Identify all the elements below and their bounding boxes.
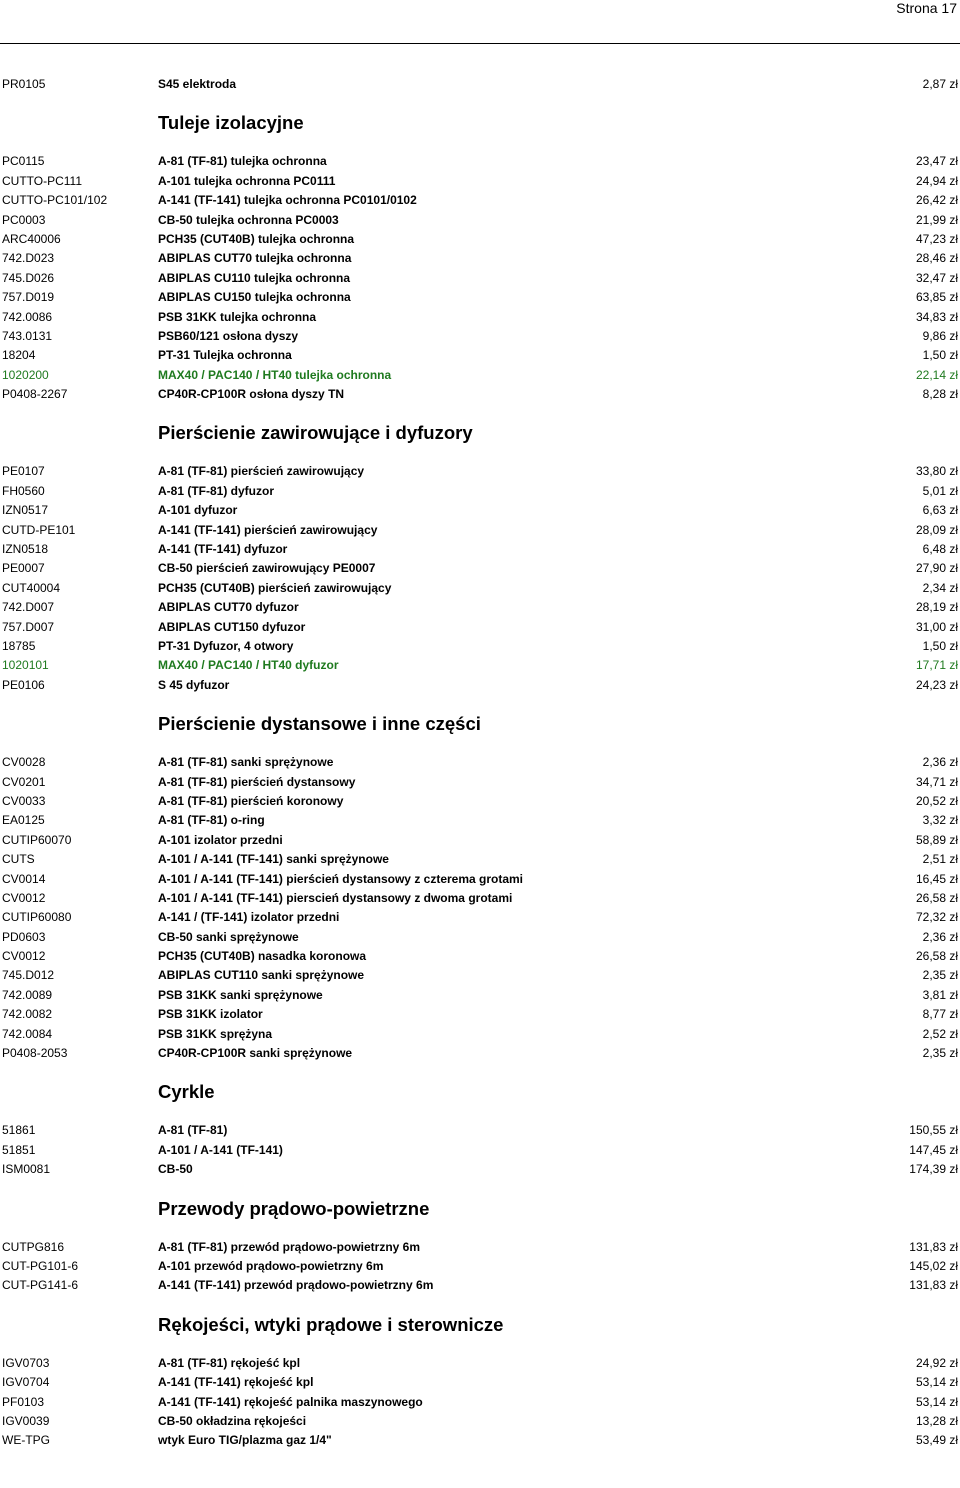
section-heading [0, 404, 960, 462]
item-price: 8,28 zł [922, 387, 958, 402]
page-header [0, 0, 960, 44]
item-name: A-141 (TF-141) rękojeść kpl [158, 1375, 314, 1390]
item-price: 3,32 zł [922, 813, 958, 828]
price-row [0, 889, 960, 908]
item-code: 742.0086 [2, 309, 53, 324]
item-code: PR0105 [2, 77, 46, 91]
item-price: 2,36 zł [922, 755, 958, 770]
item-price: 6,48 zł [922, 542, 958, 557]
item-price: 2,87 zł [922, 77, 958, 91]
item-code: ISM0081 [2, 1162, 51, 1177]
item-price: 27,90 zł [915, 561, 958, 576]
item-name: A-81 (TF-81) tulejka ochronna [158, 154, 327, 169]
price-row [0, 462, 960, 481]
item-code: 51861 [2, 1123, 36, 1138]
item-name: ABIPLAS CU110 tulejka ochronna [158, 270, 351, 285]
price-row [0, 191, 960, 210]
item-name: A-101 / A-141 (TF-141) [158, 1142, 283, 1157]
item-price: 5,01 zł [922, 483, 958, 498]
item-name: CP40R-CP100R sanki sprężynowe [158, 1046, 353, 1061]
item-name: PT-31 Tulejka ochronna [158, 348, 292, 363]
section-title: Pierścienie dystansowe i inne części [158, 713, 481, 735]
item-price: 23,47 zł [915, 154, 958, 169]
item-name: A-101 dyfuzor [158, 503, 238, 518]
item-code: CV0028 [2, 755, 46, 770]
item-price: 16,45 zł [915, 871, 958, 886]
item-price: 2,52 zł [922, 1026, 958, 1041]
item-code: PE0107 [2, 464, 45, 479]
item-name: A-81 (TF-81) [158, 1123, 228, 1138]
item-price: 150,55 zł [909, 1123, 958, 1138]
item-code: 18785 [2, 638, 36, 653]
item-code: CUTIP60070 [2, 832, 72, 847]
price-row [0, 637, 960, 656]
item-price: 147,45 zł [909, 1142, 958, 1157]
price-row [0, 269, 960, 288]
item-name: PCH35 (CUT40B) tulejka ochronna [158, 231, 355, 246]
item-price: 13,28 zł [915, 1413, 958, 1428]
item-name: ABIPLAS CU150 tulejka ochronna [158, 290, 351, 305]
item-code: ARC40006 [2, 231, 61, 246]
item-name: A-81 (TF-81) pierścień dystansowy [158, 774, 356, 789]
item-name: A-101 / A-141 (TF-141) pierścień dystansowy z czterema grotami [158, 871, 524, 886]
item-name: ABIPLAS CUT150 dyfuzor [158, 619, 306, 634]
price-row [0, 1121, 960, 1140]
item-code: EA0125 [2, 813, 45, 828]
item-code: PE0106 [2, 677, 45, 692]
price-row [0, 773, 960, 792]
item-price: 9,86 zł [922, 328, 958, 343]
item-code: 1020101 [2, 658, 49, 673]
item-price: 63,85 zł [915, 290, 958, 305]
price-row [0, 1238, 960, 1257]
item-price: 8,77 zł [922, 1007, 958, 1022]
item-name: CB-50 okładzina rękojeści [158, 1413, 307, 1428]
item-code: CUTPG816 [2, 1239, 65, 1254]
price-row [0, 850, 960, 869]
item-name: A-81 (TF-81) pierścień koronowy [158, 793, 344, 808]
item-code: 745.D026 [2, 270, 55, 285]
price-row [0, 327, 960, 346]
item-code: P0408-2053 [2, 1046, 68, 1061]
price-row [0, 908, 960, 927]
item-code: CUTTO-PC101/102 [2, 193, 108, 208]
item-code: 743.0131 [2, 328, 53, 343]
price-row [0, 501, 960, 520]
price-row [0, 986, 960, 1005]
item-name: CB-50 tulejka ochronna PC0003 [158, 212, 339, 227]
item-price: 26,42 zł [915, 193, 958, 208]
price-row [0, 1025, 960, 1044]
price-row [0, 1373, 960, 1392]
item-name: A-101 / A-141 (TF-141) sanki sprężynowe [158, 852, 389, 867]
item-name: A-141 (TF-141) pierścień zawirowujący [158, 522, 378, 537]
item-name: A-81 (TF-81) o-ring [158, 813, 265, 828]
price-row [0, 1431, 960, 1450]
section-heading [0, 695, 960, 753]
price-row [0, 152, 960, 171]
item-price: 24,92 zł [915, 1355, 958, 1370]
price-row [0, 676, 960, 695]
item-name: A-81 (TF-81) dyfuzor [158, 483, 275, 498]
item-name: A-141 (TF-141) dyfuzor [158, 542, 288, 557]
section-heading [0, 1296, 960, 1354]
item-price: 131,83 zł [909, 1239, 958, 1254]
item-price: 2,34 zł [922, 580, 958, 595]
section-title: Cyrkle [158, 1081, 215, 1103]
item-code: PD0603 [2, 929, 46, 944]
price-row [0, 928, 960, 947]
item-name: wtyk Euro TIG/plazma gaz 1/4" [158, 1433, 332, 1448]
item-name: CB-50 sanki sprężynowe [158, 929, 299, 944]
item-price: 24,23 zł [915, 677, 958, 692]
price-row [0, 308, 960, 327]
section-title: Rękojeści, wtyki prądowe i sterownicze [158, 1313, 504, 1335]
price-row [0, 385, 960, 404]
item-code: CUT-PG141-6 [2, 1278, 79, 1293]
section-heading [0, 94, 960, 152]
price-row [0, 1412, 960, 1431]
item-code: IGV0039 [2, 1413, 50, 1428]
price-row [0, 811, 960, 830]
item-name: A-141 (TF-141) rękojeść palnika maszynowego [158, 1394, 423, 1409]
price-row [0, 249, 960, 268]
item-name: A-141 (TF-141) przewód prądowo-powietrzny 6m [158, 1278, 434, 1293]
item-code: CUTIP60080 [2, 910, 72, 925]
price-row [0, 540, 960, 559]
item-name: PCH35 (CUT40B) pierścień zawirowujący [158, 580, 392, 595]
item-price: 24,94 zł [915, 173, 958, 188]
item-price: 20,52 zł [915, 793, 958, 808]
price-row [0, 1005, 960, 1024]
price-row [0, 366, 960, 385]
price-row [0, 1160, 960, 1179]
item-code: IGV0704 [2, 1375, 50, 1390]
item-name: ABIPLAS CUT110 sanki sprężynowe [158, 968, 365, 983]
item-price: 26,58 zł [915, 890, 958, 905]
price-row [0, 947, 960, 966]
item-code: P0408-2267 [2, 387, 68, 402]
section-title: Pierścienie zawirowujące i dyfuzory [158, 422, 473, 444]
item-name: A-101 / A-141 (TF-141) pierscień dystansowy z dwoma grotami [158, 890, 513, 905]
section-title: Przewody prądowo-powietrzne [158, 1197, 430, 1219]
price-row [0, 831, 960, 850]
item-price: 2,35 zł [922, 968, 958, 983]
item-name: ABIPLAS CUT70 dyfuzor [158, 600, 299, 615]
item-price: 2,36 zł [922, 929, 958, 944]
item-code: 757.D007 [2, 619, 55, 634]
item-name: A-101 tulejka ochronna PC0111 [158, 173, 336, 188]
price-row [0, 1354, 960, 1373]
item-code: CV0033 [2, 793, 46, 808]
item-code: 742.0084 [2, 1026, 53, 1041]
item-name: A-101 izolator przedni [158, 832, 283, 847]
item-name: A-81 (TF-81) sanki sprężynowe [158, 755, 334, 770]
item-name: A-141 / (TF-141) izolator przedni [158, 910, 340, 925]
item-code: IGV0703 [2, 1355, 50, 1370]
price-row [0, 230, 960, 249]
item-name: A-101 przewód prądowo-powietrzny 6m [158, 1258, 384, 1273]
item-price: 47,23 zł [915, 231, 958, 246]
item-code: PC0115 [2, 154, 45, 169]
item-price: 1,50 zł [922, 638, 958, 653]
item-name: MAX40 / PAC140 / HT40 tulejka ochronna [158, 367, 392, 382]
price-row [0, 1393, 960, 1412]
item-code: PE0007 [2, 561, 45, 576]
item-code: CUT-PG101-6 [2, 1258, 79, 1273]
item-code: 1020200 [2, 367, 49, 382]
item-name: PSB 31KK sanki sprężynowe [158, 987, 323, 1002]
section-heading [0, 1063, 960, 1121]
item-price: 53,49 zł [915, 1433, 958, 1448]
price-row [0, 1044, 960, 1063]
item-price: 22,14 zł [915, 367, 958, 382]
price-row [0, 1257, 960, 1276]
price-row [0, 559, 960, 578]
item-code: 742.0089 [2, 987, 53, 1002]
price-row [0, 482, 960, 501]
item-price: 26,58 zł [915, 949, 958, 964]
item-price: 34,83 zł [915, 309, 958, 324]
item-code: 742.0082 [2, 1007, 53, 1022]
item-name: PSB 31KK izolator [158, 1007, 263, 1022]
item-name: A-81 (TF-81) przewód prądowo-powietrzny 6m [158, 1239, 421, 1254]
item-code: CV0201 [2, 774, 46, 789]
item-name: A-81 (TF-81) pierścień zawirowujący [158, 464, 365, 479]
item-code: 742.D023 [2, 251, 55, 266]
item-code: 757.D019 [2, 290, 55, 305]
price-row [0, 288, 960, 307]
price-row [0, 870, 960, 889]
item-code: CV0012 [2, 890, 46, 905]
item-name: S 45 dyfuzor [158, 677, 230, 692]
section-title: Tuleje izolacyjne [158, 112, 304, 134]
page-number: Strona 17 [896, 0, 957, 16]
item-name: A-81 (TF-81) rękojeść kpl [158, 1355, 301, 1370]
item-price: 2,51 zł [922, 852, 958, 867]
price-row [0, 618, 960, 637]
item-price: 21,99 zł [915, 212, 958, 227]
item-code: IZN0518 [2, 542, 49, 557]
item-name: A-141 (TF-141) tulejka ochronna PC0101/0102 [158, 193, 417, 208]
item-price: 32,47 zł [915, 270, 958, 285]
price-row [0, 346, 960, 365]
item-name: PCH35 (CUT40B) nasadka koronowa [158, 949, 367, 964]
item-code: 742.D007 [2, 600, 55, 615]
item-price: 53,14 zł [915, 1394, 958, 1409]
item-price: 1,50 zł [922, 348, 958, 363]
item-name: PT-31 Dyfuzor, 4 otwory [158, 638, 294, 653]
item-name: PSB60/121 osłona dyszy [158, 328, 299, 343]
item-code: 51851 [2, 1142, 36, 1157]
price-row [0, 521, 960, 540]
item-price: 17,71 zł [915, 658, 958, 673]
item-code: PF0103 [2, 1394, 45, 1409]
item-name: PSB 31KK sprężyna [158, 1026, 273, 1041]
item-name: CB-50 pierścień zawirowujący PE0007 [158, 561, 376, 576]
item-price: 58,89 zł [915, 832, 958, 847]
item-code: CUT40004 [2, 580, 61, 595]
price-list [0, 75, 960, 1451]
item-code: CUTS [2, 852, 35, 867]
item-price: 2,35 zł [922, 1046, 958, 1061]
price-row [0, 656, 960, 675]
item-name: PSB 31KK tulejka ochronna [158, 309, 317, 324]
item-price: 31,00 zł [915, 619, 958, 634]
item-code: WE-TPG [2, 1433, 50, 1448]
item-name: ABIPLAS CUT70 tulejka ochronna [158, 251, 352, 266]
item-name: MAX40 / PAC140 / HT40 dyfuzor [158, 658, 339, 673]
item-name: CB-50 [158, 1162, 193, 1177]
item-code: PC0003 [2, 212, 46, 227]
item-code: FH0560 [2, 483, 45, 498]
item-price: 6,63 zł [922, 503, 958, 518]
price-row [0, 966, 960, 985]
item-price: 53,14 zł [915, 1375, 958, 1390]
item-price: 72,32 zł [915, 910, 958, 925]
item-price: 131,83 zł [909, 1278, 958, 1293]
price-row [0, 1276, 960, 1295]
price-row [0, 792, 960, 811]
price-row [0, 1141, 960, 1160]
item-price: 28,09 zł [915, 522, 958, 537]
price-row [0, 598, 960, 617]
price-row [0, 753, 960, 772]
item-code: CUTTO-PC111 [2, 173, 83, 188]
price-row [0, 172, 960, 191]
item-price: 28,19 zł [915, 600, 958, 615]
item-code: CV0012 [2, 949, 46, 964]
item-price: 28,46 zł [915, 251, 958, 266]
item-code: CV0014 [2, 871, 46, 886]
price-row [0, 75, 960, 94]
item-code: 745.D012 [2, 968, 55, 983]
item-code: IZN0517 [2, 503, 49, 518]
item-price: 3,81 zł [922, 987, 958, 1002]
item-code: CUTD-PE101 [2, 522, 76, 537]
header-divider [0, 43, 960, 44]
item-price: 174,39 zł [909, 1162, 958, 1177]
item-name: CP40R-CP100R osłona dyszy TN [158, 387, 345, 402]
item-name: S45 elektroda [158, 77, 237, 91]
price-row [0, 579, 960, 598]
item-price: 34,71 zł [915, 774, 958, 789]
item-code: 18204 [2, 348, 36, 363]
price-row [0, 211, 960, 230]
sections-container [0, 94, 960, 1450]
item-price: 145,02 zł [909, 1258, 958, 1273]
item-price: 33,80 zł [915, 464, 958, 479]
section-heading [0, 1180, 960, 1238]
